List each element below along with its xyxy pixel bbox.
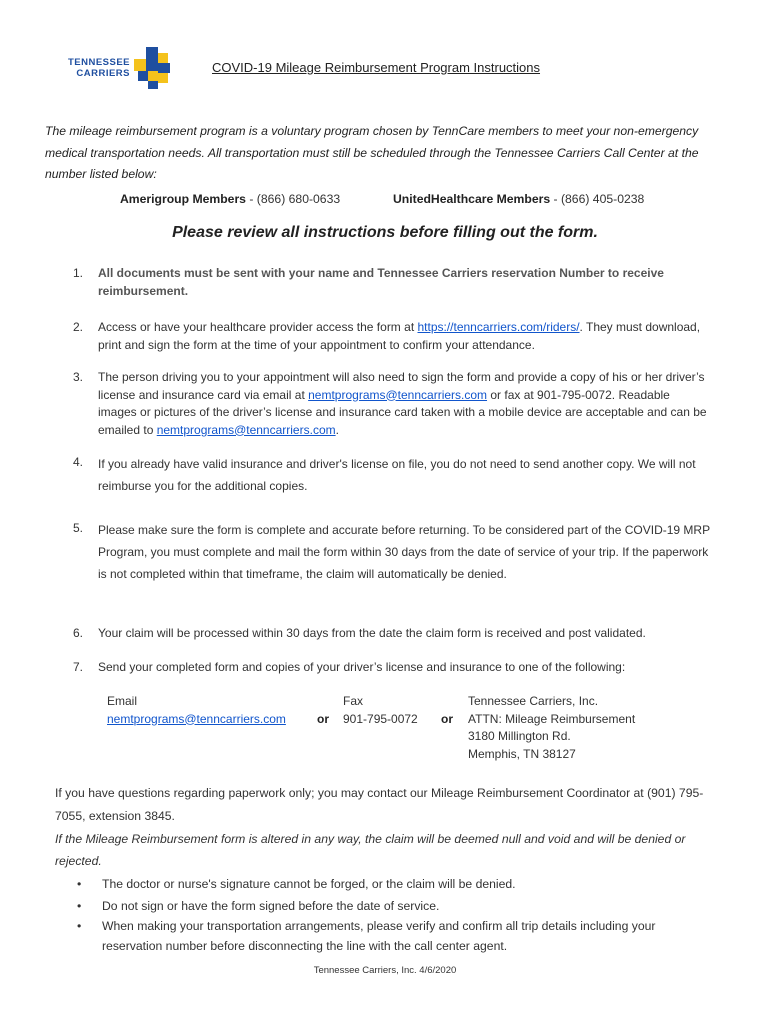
item-number: 4. (73, 455, 84, 469)
or-separator: or (317, 712, 329, 726)
item-text-part: . (335, 422, 339, 437)
item-text (98, 369, 710, 439)
document-title: COVID-19 Mileage Reimbursement Program Instructions (212, 60, 541, 75)
item-number: 6. (73, 626, 84, 640)
altered-form-note: If the Mileage Reimbursement form is altered in any way, the claim will be deemed null and void and will be denied or rejected. (55, 832, 686, 868)
mail-line-3: 3180 Millington Rd. (468, 729, 571, 743)
page-footer: Tennessee Carriers, Inc. 4/6/2020 (313, 965, 457, 976)
uhc-phone (393, 192, 644, 206)
bullet-dot-icon: • (77, 919, 82, 933)
item-text-part: . They must download, print and sign the form at the time of your appointment to confirm your attendance. (98, 320, 701, 352)
amerigroup-label: Amerigroup Members (120, 192, 246, 206)
logo-line-1: TENNESSEE (67, 57, 130, 68)
fax-number: 901-795-0072 (343, 711, 418, 726)
item-text-part: Access or have your healthcare provider access the form at (98, 320, 418, 334)
fax-label: Fax (343, 694, 364, 708)
item-number: 1. (73, 266, 84, 280)
email-option (107, 693, 286, 728)
item-number: 2. (73, 320, 84, 334)
email-link[interactable]: nemtprograms@tenncarriers.com (308, 387, 488, 402)
item-number: 5. (73, 521, 84, 535)
fax-option (343, 693, 418, 728)
email-link[interactable]: nemtprograms@tenncarriers.com (107, 711, 286, 726)
item-number: 3. (73, 370, 84, 384)
logo-wordmark (52, 57, 130, 79)
email-link[interactable]: nemtprograms@tenncarriers.com (156, 422, 336, 437)
bullet-dot-icon: • (77, 899, 82, 913)
mail-line-2: ATTN: Mileage Reimbursement (468, 711, 636, 726)
uhc-label: UnitedHealthcare Members (393, 192, 551, 206)
item-text: Send your completed form and copies of your driver’s license and insurance to one of the following: (98, 660, 626, 674)
or-separator: or (441, 712, 453, 726)
riders-form-link[interactable]: https://tenncarriers.com/riders/ (417, 320, 580, 334)
bullet-text: The doctor or nurse's signature cannot be forged, or the claim will be denied. (102, 877, 516, 891)
item-text: Your claim will be processed within 30 days from the date the claim form is received and post validated. (98, 626, 646, 640)
bullet-dot-icon: • (77, 877, 82, 891)
item-text-part: The person driving you to your appointment will also need to sign the form and provide a copy of his or her driver’s license and insurance card via email at (98, 370, 705, 402)
item-number: 7. (73, 660, 84, 674)
item-text (98, 319, 710, 354)
company-logo (52, 47, 174, 89)
item-text-part: or fax at 901-795-0072. Readable images or pictures of the driver’s license and insurance card taken with a mobile device are acceptable and can be emailed to (98, 387, 707, 437)
mail-option (468, 693, 635, 763)
mail-line-1: Tennessee Carriers, Inc. (468, 694, 599, 708)
review-headline: Please review all instructions before filling out the form. (172, 224, 598, 241)
item-text: Please make sure the form is complete and accurate before returning. To be considered part of the COVID-19 MRP Program, you must complete and mail the form within 30 days from the date of service of your trip. If the paperwork is not completed within that timeframe, the claim will automatically be denied. (98, 523, 710, 581)
item-text: If you already have valid insurance and driver's license on file, you do not need to send another copy. We will not reimburse you for the additional copies. (98, 457, 696, 493)
amerigroup-phone (120, 192, 340, 206)
email-label: Email (107, 694, 138, 708)
intro-paragraph: The mileage reimbursement program is a voluntary program chosen by TennCare members to meet your non-emergency medical transportation needs. All transportation must still be scheduled through the Tennessee Carriers Call Center at the number listed below: (45, 124, 699, 181)
logo-checker-icon (132, 47, 174, 89)
amerigroup-number: - (866) 680-0633 (245, 192, 341, 206)
item-text: All documents must be sent with your name and Tennessee Carriers reservation Number to receive reimbursement. (98, 266, 664, 298)
uhc-number: - (866) 405-0238 (550, 192, 645, 206)
mail-line-4: Memphis, TN 38127 (468, 746, 576, 761)
questions-paragraph: If you have questions regarding paperwork only; you may contact our Mileage Reimbursement Coordinator at (901) 795-7055, extension 3845. (55, 786, 704, 823)
bullet-text: Do not sign or have the form signed before the date of service. (102, 899, 440, 913)
bullet-text: When making your transportation arrangements, please verify and confirm all trip details including your reservation number before disconnecting the line with the call center agent. (102, 919, 656, 953)
logo-line-2: CARRIERS (76, 68, 130, 79)
